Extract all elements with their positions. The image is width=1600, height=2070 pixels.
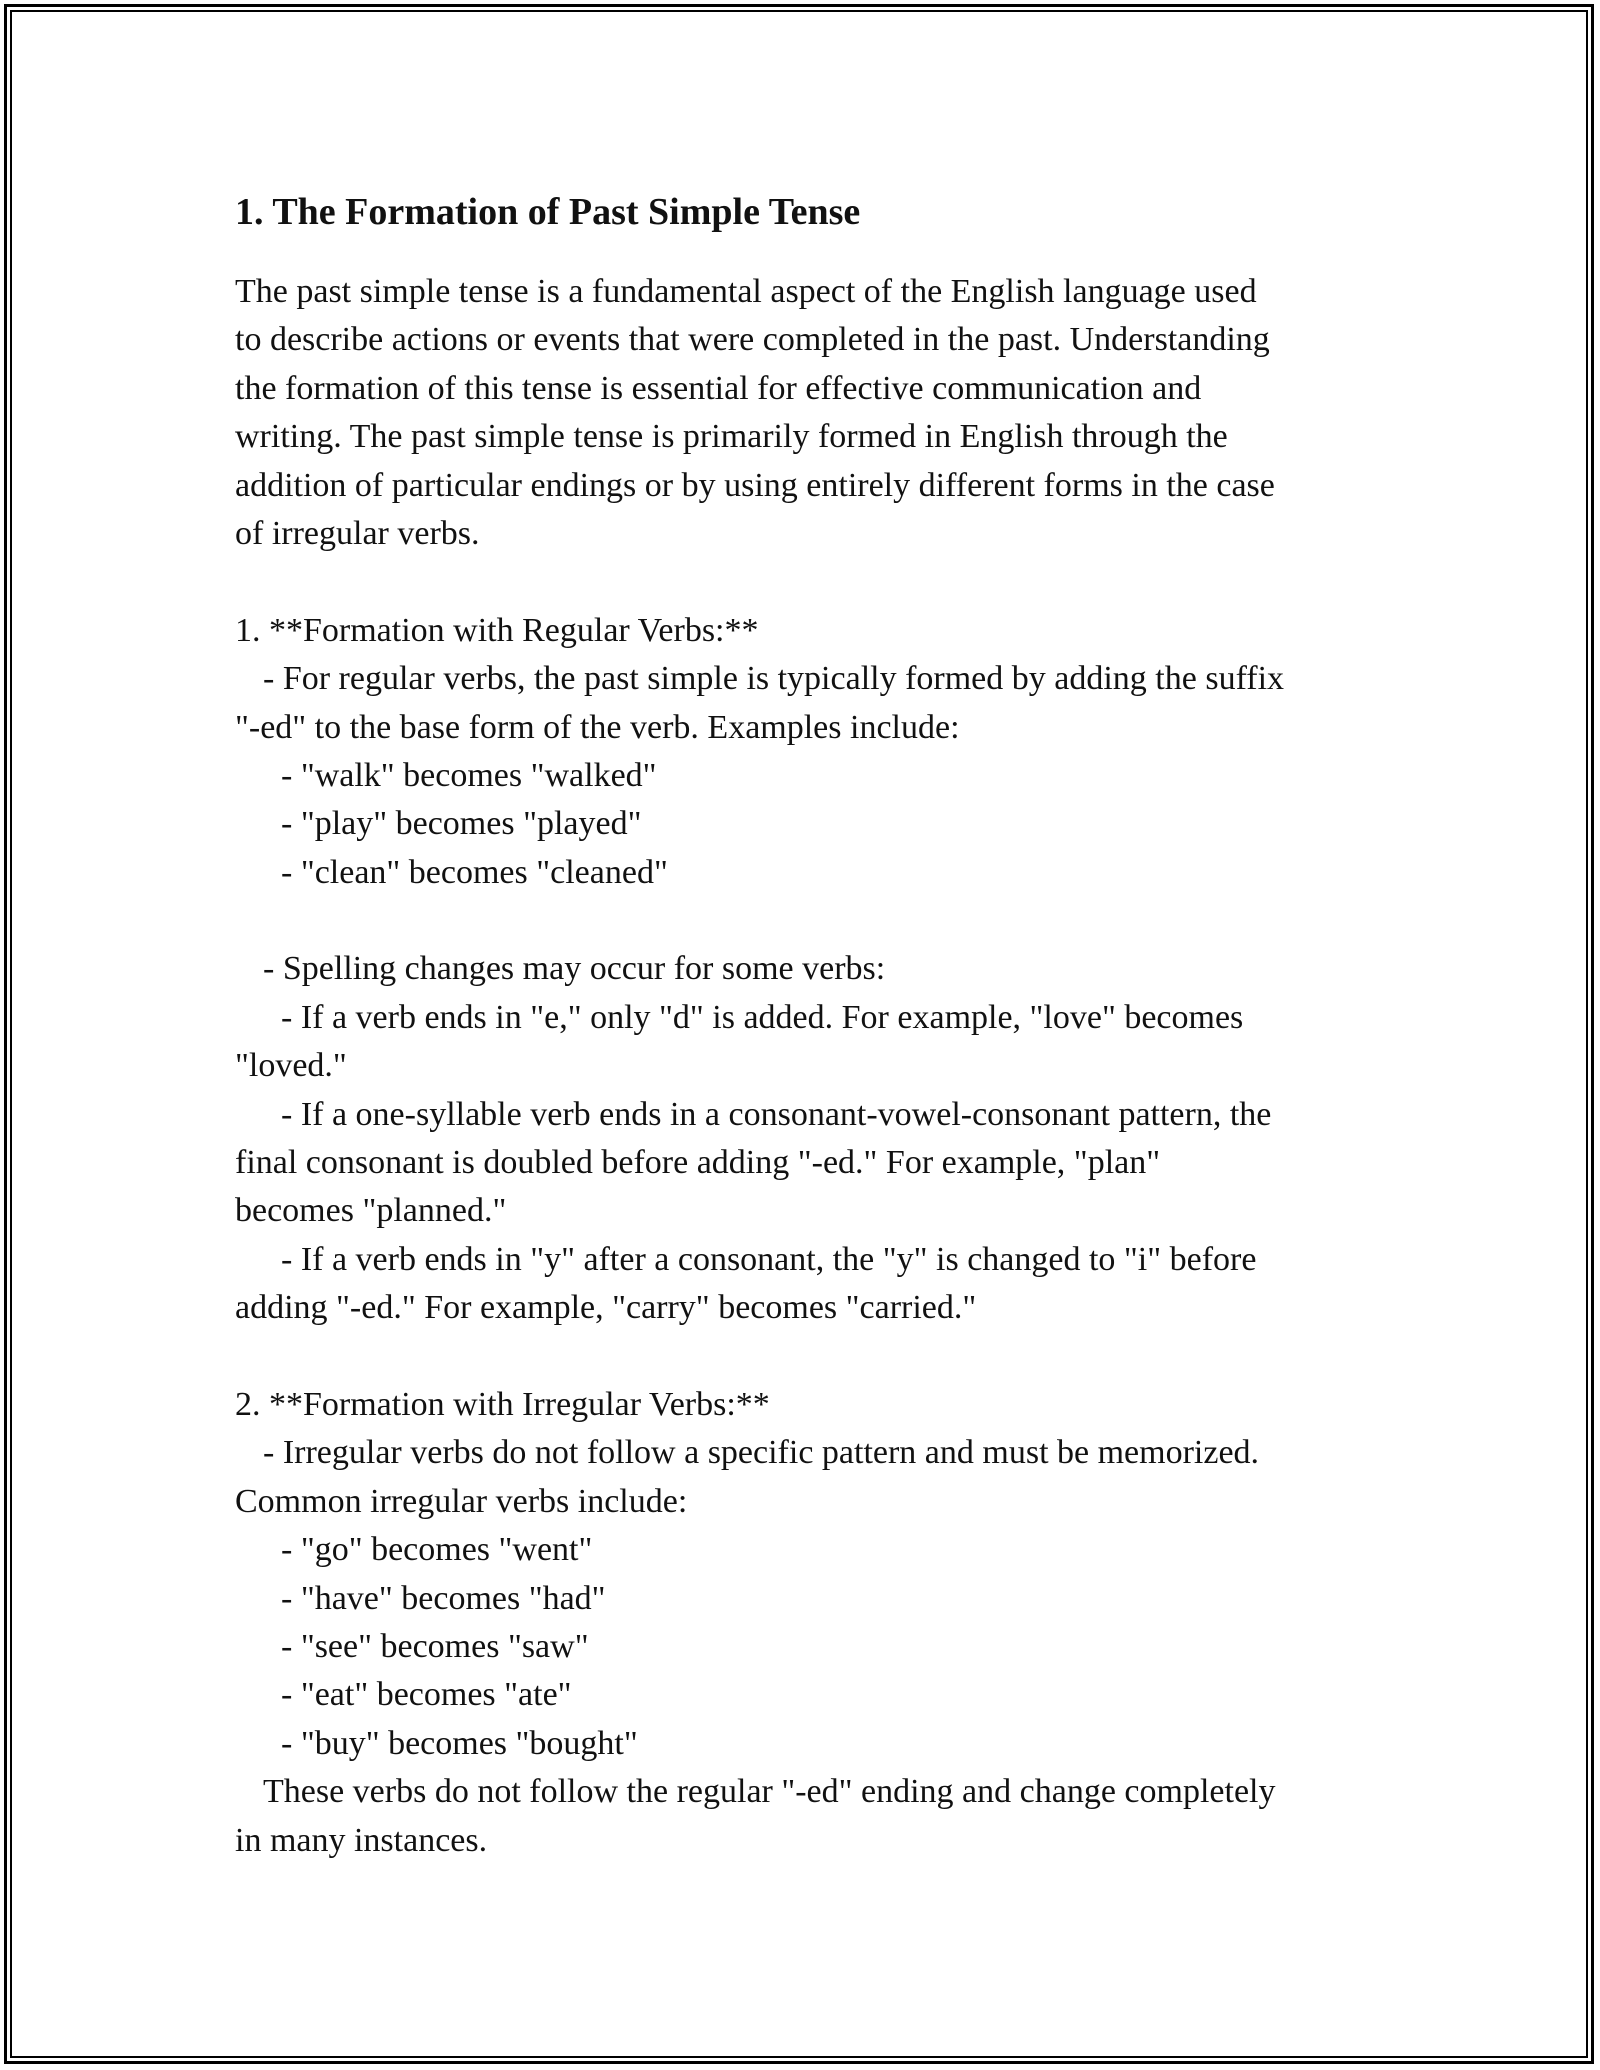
spacer bbox=[235, 558, 1375, 606]
spacer bbox=[235, 897, 1375, 945]
intro-line: of irregular verbs. bbox=[235, 514, 480, 552]
irregular-desc-line: - Irregular verbs do not follow a specific pattern and must be memorized. bbox=[263, 1434, 1260, 1472]
irregular-verbs-heading: 2. **Formation with Irregular Verbs:** bbox=[235, 1385, 770, 1423]
document-body bbox=[235, 186, 1375, 1865]
rule-e-line: "loved." bbox=[235, 1047, 347, 1085]
irregular-example: - "have" becomes "had" bbox=[281, 1579, 606, 1617]
spelling-intro: - Spelling changes may occur for some verbs: bbox=[263, 950, 886, 988]
intro-line: the formation of this tense is essential for effective communication and bbox=[235, 369, 1202, 407]
rule-cvc-line: final consonant is doubled before adding "-ed." For example, "plan" bbox=[235, 1144, 1161, 1182]
irregular-verbs-section bbox=[235, 1381, 1375, 1865]
irregular-closing-line: These verbs do not follow the regular "-ed" ending and change completely bbox=[263, 1773, 1276, 1811]
section-title: 1. The Formation of Past Simple Tense bbox=[235, 191, 861, 233]
irregular-example: - "buy" becomes "bought" bbox=[281, 1724, 638, 1762]
rule-e-line: - If a verb ends in "e," only "d" is added. For example, "love" becomes bbox=[281, 998, 1244, 1036]
regular-example: - "play" becomes "played" bbox=[281, 805, 642, 843]
regular-verbs-section bbox=[235, 607, 1375, 1333]
irregular-example: - "see" becomes "saw" bbox=[281, 1627, 589, 1665]
regular-example: - "walk" becomes "walked" bbox=[281, 756, 657, 794]
intro-line: writing. The past simple tense is primarily formed in English through the bbox=[235, 418, 1228, 456]
irregular-example: - "eat" becomes "ate" bbox=[281, 1676, 572, 1714]
regular-example: - "clean" becomes "cleaned" bbox=[281, 853, 668, 891]
rule-cvc-line: becomes "planned." bbox=[235, 1192, 507, 1230]
irregular-example: - "go" becomes "went" bbox=[281, 1531, 593, 1569]
intro-line: addition of particular endings or by using entirely different forms in the case bbox=[235, 466, 1275, 504]
spacer bbox=[235, 1333, 1375, 1381]
regular-desc-line: "-ed" to the base form of the verb. Examples include: bbox=[235, 708, 960, 746]
irregular-closing-line: in many instances. bbox=[235, 1821, 488, 1859]
intro-line: to describe actions or events that were completed in the past. Understanding bbox=[235, 321, 1270, 359]
rule-y-line: adding "-ed." For example, "carry" becomes "carried." bbox=[235, 1289, 977, 1327]
rule-y-line: - If a verb ends in "y" after a consonant, the "y" is changed to "i" before bbox=[281, 1240, 1257, 1278]
irregular-desc-line: Common irregular verbs include: bbox=[235, 1482, 688, 1520]
regular-desc-line: - For regular verbs, the past simple is typically formed by adding the suffix bbox=[263, 660, 1285, 698]
regular-verbs-heading: 1. **Formation with Regular Verbs:** bbox=[235, 611, 759, 649]
intro-paragraph bbox=[235, 268, 1375, 558]
intro-line: The past simple tense is a fundamental aspect of the English language used bbox=[235, 273, 1257, 310]
rule-cvc-line: - If a one-syllable verb ends in a consonant-vowel-consonant pattern, the bbox=[281, 1095, 1272, 1133]
